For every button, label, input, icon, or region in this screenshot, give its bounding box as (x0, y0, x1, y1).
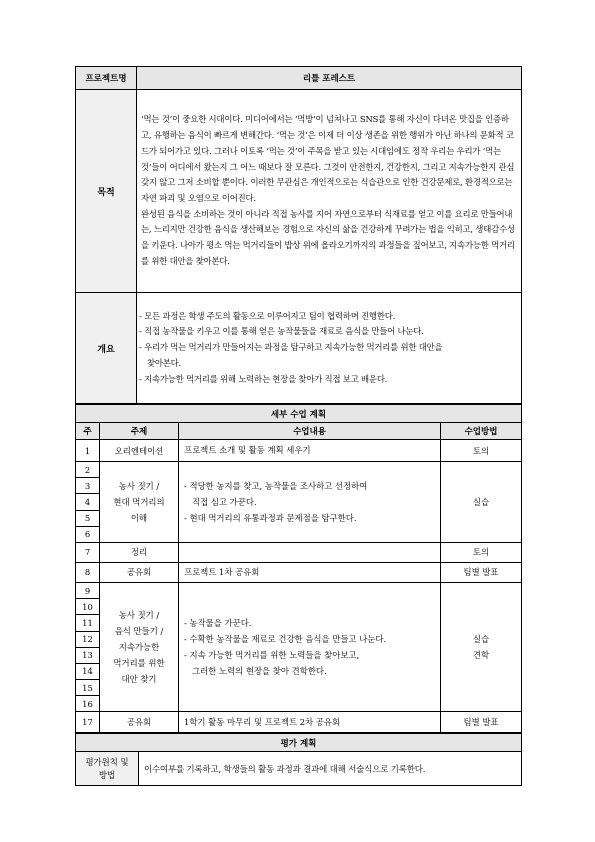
project-name-row (76, 67, 522, 90)
evaluation-label (76, 752, 139, 786)
method-line: 실습 (472, 634, 490, 645)
evaluation-label-line: 평가원칙 및 (85, 756, 129, 767)
content-cell (179, 462, 441, 543)
purpose-paragraph-1: ‘먹는 것’이 중요한 시대이다. 미디어에서는 ‘먹방’이 넘쳐나고 SNS를 통해 자신이 다녀온 맛집을 인증하고, 유행하는 음식이 빠르게 변해간다. ‘먹는 것’은 이제 더 이상 생존을 위한 행위가 아닌 하나의 문화적 코드가 되어가고 있다. 그러나 이토록 ‘먹는 것’이 주목을 받고 있는 시대임에도 정작 우리는 우리가 ‘먹는 것’들이 어디에서 왔는지 그 어느 때보다 잘 모른다. 그것이 안전한지, 건강한지, 그리고 지속가능한지 관심 갖지 않고 그저 소비할 뿐이다. 이러한 무관심은 개인적으로는 식습관으로 인한 건강문제로, 환경적으로는 자연 파괴 및 오염으로 이어진다. (141, 114, 515, 203)
content-line: - 농작물을 가꾼다. (184, 618, 252, 629)
evaluation-text: 이수여부를 기록하고, 학생들의 활동 과정과 결과에 대해 서술식으로 기록한다. (139, 752, 522, 786)
schedule-title: 세부 수업 계획 (76, 405, 522, 423)
content-cell: 1학기 활동 마무리 및 프로젝트 2차 공유회 (179, 712, 441, 733)
overview-list (137, 293, 522, 404)
evaluation-row (76, 752, 522, 786)
topic-line: 현대 먹거리의 (113, 496, 165, 507)
content-line: - 수확한 농작물을 재료로 건강한 음식을 만들고 나눈다. (184, 634, 387, 645)
topic-cell (100, 462, 179, 543)
header-method: 수업방법 (441, 423, 522, 440)
overview-label: 개요 (76, 293, 137, 404)
week-cell: 2 (76, 462, 100, 478)
table-row (76, 542, 522, 562)
topic-line: 농사 짓기 / (118, 610, 160, 621)
week-cell: 3 (76, 478, 100, 494)
table-row (76, 462, 522, 478)
topic-line: 지속가능한 (118, 642, 160, 653)
method-cell (441, 582, 522, 712)
evaluation-title: 평가 계획 (76, 734, 522, 752)
overview-row (76, 293, 522, 404)
overview-item: - 지속가능한 먹거리를 위해 노력하는 현장을 찾아가 직접 보고 배운다. (139, 373, 388, 384)
project-name-label: 프로젝트명 (76, 67, 137, 90)
topic-line: 농사 짓기 / (118, 480, 160, 491)
table-row (76, 582, 522, 598)
method-cell: 팀별 발표 (441, 562, 522, 582)
purpose-paragraph-2: 완성된 음식을 소비하는 것이 아니라 직접 농사를 지어 자연으로부터 식재료를 얻고 이를 요리로 만들어내는, 느리지만 건강한 음식을 생산해보는 경험으로 자신의 삶을 건강하게 꾸려가는 법을 익히고, 생태감수성을 키운다. 나아가 평소 먹는 먹거리들이 밥상 위에 올라오기까지의 과정들을 짚어보고, 지속가능한 먹거리를 위한 대안을 찾아본다. (141, 208, 515, 266)
week-cell: 17 (76, 712, 100, 733)
purpose-row (76, 90, 522, 293)
lesson-schedule-table (75, 404, 522, 733)
project-name-value: 리틀 포레스트 (137, 67, 522, 90)
overview-item: - 직접 농작물을 키우고 이를 통해 얻은 농작물들을 재료로 음식을 만들어 나눈다. (139, 326, 424, 337)
week-cell: 13 (76, 647, 100, 663)
week-cell: 7 (76, 542, 100, 562)
topic-cell: 공유회 (100, 562, 179, 582)
topic-cell: 공유회 (100, 712, 179, 733)
method-line: 견학 (472, 650, 490, 661)
evaluation-table (75, 733, 522, 786)
topic-line: 이해 (130, 512, 148, 523)
week-cell: 4 (76, 494, 100, 510)
week-cell: 12 (76, 631, 100, 647)
header-week: 주 (76, 423, 100, 440)
week-cell: 8 (76, 562, 100, 582)
week-cell: 16 (76, 696, 100, 712)
header-topic: 주제 (100, 423, 179, 440)
header-content: 수업내용 (179, 423, 441, 440)
topic-cell: 정리 (100, 542, 179, 562)
topic-cell: 오리엔테이션 (100, 440, 179, 462)
table-row (76, 440, 522, 462)
project-overview-table (75, 66, 522, 404)
content-line: - 적당한 농지를 찾고, 농작물을 조사하고 선정하여 (184, 480, 368, 491)
overview-item: - 모든 과정은 학생 주도의 활동으로 이루어지고 팀이 협력하며 진행한다. (139, 310, 396, 321)
overview-item: - 우리가 먹는 먹거리가 만들어지는 과정을 탐구하고 지속가능한 먹거리를 위한 대안을 (139, 342, 443, 353)
overview-item: 찾아본다. (147, 357, 182, 368)
content-line: - 지속 가능한 먹거리를 위한 노력들을 찾아보고, (184, 650, 360, 661)
content-cell (179, 542, 441, 562)
content-line: 그러한 노력의 현장을 찾아 견학한다. (192, 666, 327, 677)
content-cell (179, 582, 441, 712)
topic-line: 대안 찾기 (121, 674, 157, 685)
week-cell: 6 (76, 526, 100, 542)
method-cell: 토의 (441, 542, 522, 562)
content-cell: 프로젝트 1차 공유회 (179, 562, 441, 582)
week-cell: 11 (76, 615, 100, 631)
week-cell: 15 (76, 680, 100, 696)
lesson-plan-document (75, 66, 521, 786)
method-cell: 팀별 발표 (441, 712, 522, 733)
week-cell: 5 (76, 510, 100, 526)
week-cell: 1 (76, 440, 100, 462)
content-line: 직접 심고 가꾼다. (192, 496, 257, 507)
week-cell: 14 (76, 663, 100, 679)
week-cell: 10 (76, 599, 100, 615)
evaluation-label-line: 방법 (98, 769, 116, 780)
method-cell: 실습 (441, 462, 522, 543)
purpose-text (137, 90, 522, 293)
purpose-label: 목적 (76, 90, 137, 293)
content-line: - 현대 먹거리의 유통과정과 문제점을 탐구한다. (184, 512, 357, 523)
table-row (76, 562, 522, 582)
week-cell: 9 (76, 582, 100, 598)
schedule-header-row (76, 423, 522, 440)
topic-line: 먹거리를 위한 (113, 658, 165, 669)
topic-cell (100, 582, 179, 712)
table-row (76, 712, 522, 733)
topic-line: 음식 만들기 / (114, 626, 164, 637)
method-cell: 토의 (441, 440, 522, 462)
content-cell: 프로젝트 소개 및 활동 계획 세우기 (179, 440, 441, 462)
